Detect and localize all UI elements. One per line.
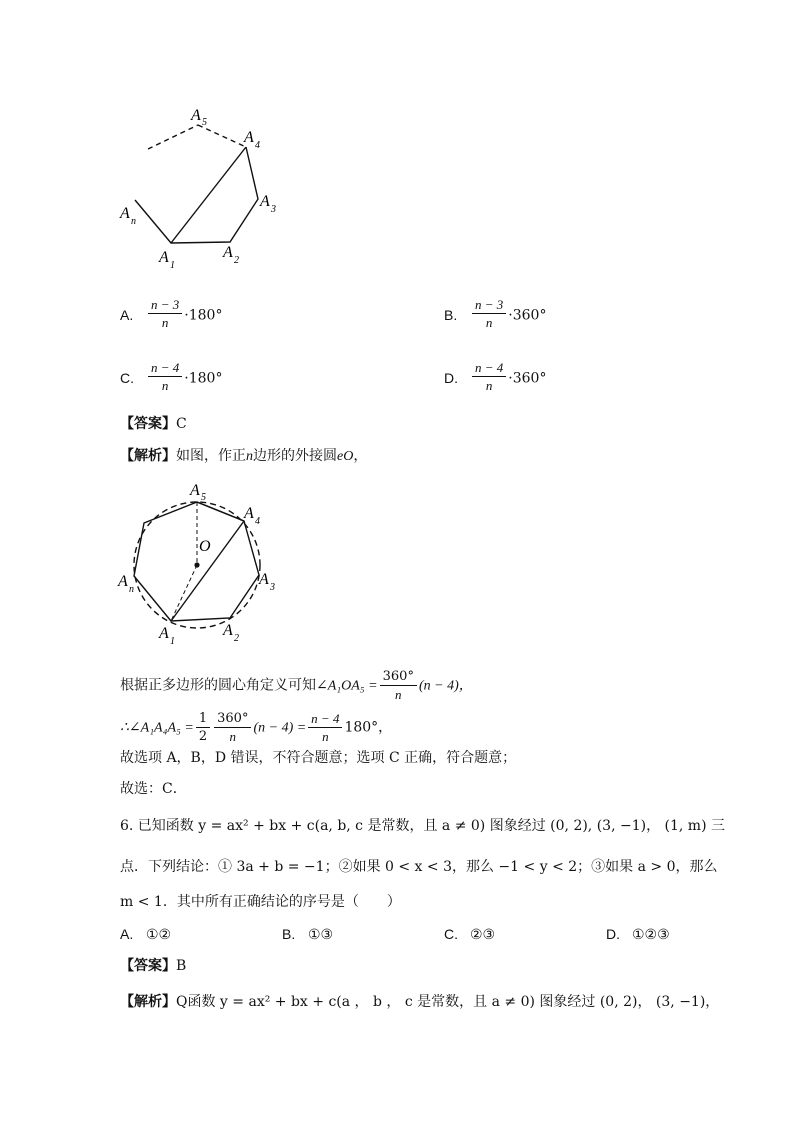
polygon-figure-1 <box>110 100 300 275</box>
label-a3: A <box>259 571 269 588</box>
label-a4: A <box>244 505 254 522</box>
q6-analysis-line1: 【解析】Q函数 y = ax² + bx + c(a ， b ， c 是常数，且 a ≠ 0) 图象经过 (0, 2)， (3, −1)， <box>120 994 720 1010</box>
svg-text:3: 3 <box>270 582 275 593</box>
label-an: A <box>120 205 130 222</box>
q5-analysis-line3: ∴∠A₁A₄A₅ = $\frac{1}{2}$ $\frac{360^\circ}{n}$ (n − 4) = $\frac{n - 4}{n}$ 180°， <box>120 711 393 744</box>
q6-option-b[interactable]: B. ①③ <box>282 926 334 943</box>
polygon-edges <box>135 147 258 243</box>
label-a5: A <box>190 482 200 499</box>
circumcircle-figure <box>110 478 290 648</box>
center-point <box>194 562 199 567</box>
label-a4: A <box>244 129 254 146</box>
label-o: O <box>199 538 211 555</box>
q5-analysis-line2: 根据正多边形的圆心角定义可知∠A₁OA₅ = $\frac{360^\circ}{n}$ (n − 4)， <box>120 669 473 702</box>
radius-o-a1 <box>171 565 197 621</box>
q5-analysis-line4: 故选项 A，B，D 错误，不符合题意；选项 C 正确，符合题意； <box>120 750 517 766</box>
svg-text:2: 2 <box>234 255 239 266</box>
svg-text:1: 1 <box>170 636 175 647</box>
label-an: A <box>118 573 128 590</box>
svg-text:4: 4 <box>255 516 260 527</box>
q5-analysis-line5: 故选：C． <box>120 781 187 797</box>
chord-a5-a4 <box>197 502 244 521</box>
option-d[interactable]: D. $\frac{n - 4}{n}$ ·360° <box>444 360 547 393</box>
label-a2: A <box>223 622 233 639</box>
svg-text:n: n <box>129 584 134 595</box>
svg-text:1: 1 <box>170 260 175 271</box>
diagonal-a1-a4 <box>171 147 246 243</box>
q6-option-d[interactable]: D. ①②③ <box>606 926 670 943</box>
q6-stem-line1: 6. 已知函数 y = ax² + bx + c(a, b, c 是常数，且 a ≠ 0) 图象经过 (0, 2), (3, −1)， (1, m) 三 <box>120 818 725 834</box>
svg-text:5: 5 <box>201 492 206 503</box>
svg-text:5: 5 <box>202 117 207 128</box>
svg-text:2: 2 <box>234 633 239 644</box>
q6-stem-line2: 点．下列结论：① 3a + b = −1；②如果 0 < x < 3，那么 −1 < y < 2；③如果 a > 0，那么 <box>120 859 718 875</box>
svg-text:n: n <box>131 216 136 227</box>
label-a2: A <box>223 244 233 261</box>
option-a[interactable]: A. $\frac{n - 3}{n}$ ·180° <box>120 297 223 330</box>
q6-stem-line3: m < 1．其中所有正确结论的序号是（ ） <box>120 894 401 910</box>
label-a5: A <box>191 107 201 124</box>
label-a1: A <box>159 249 169 266</box>
edge-a5-a4 <box>198 125 246 147</box>
dashed-edge <box>148 125 198 149</box>
option-b[interactable]: B. $\frac{n - 3}{n}$ ·360° <box>444 297 547 330</box>
q6-option-a[interactable]: A. ①② <box>120 926 172 943</box>
svg-text:4: 4 <box>255 140 260 151</box>
option-c[interactable]: C. $\frac{n - 4}{n}$ ·180° <box>120 360 223 393</box>
diagonal-a1-a4 <box>171 521 244 621</box>
q5-analysis-line1: 【解析】如图，作正n边形的外接圆eO， <box>120 448 368 464</box>
q6-answer: 【答案】B <box>120 958 187 974</box>
q5-answer: 【答案】C <box>120 416 187 432</box>
label-a1: A <box>159 625 169 642</box>
q6-option-c[interactable]: C. ②③ <box>444 926 496 943</box>
label-a3: A <box>260 193 270 210</box>
svg-text:3: 3 <box>271 204 276 215</box>
